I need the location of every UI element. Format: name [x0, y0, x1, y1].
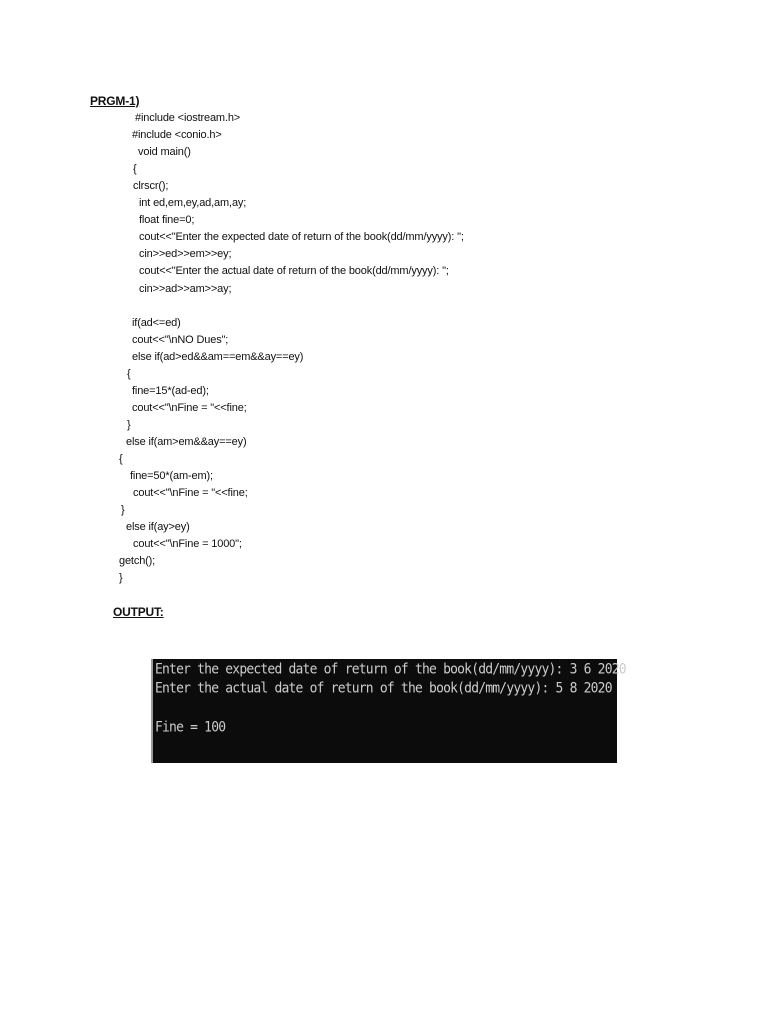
code-line: fine=15*(ad-ed);: [132, 385, 209, 397]
console-line: Enter the actual date of return of the book(dd/mm/yyyy): 5 8 2020: [155, 680, 612, 697]
code-line: #include <iostream.h>: [135, 112, 241, 124]
code-line: cin>>ed>>em>>ey;: [139, 248, 232, 260]
code-line: clrscr();: [133, 180, 169, 192]
code-line: int ed,em,ey,ad,am,ay;: [139, 197, 247, 209]
code-line: if(ad<=ed): [132, 317, 181, 329]
code-line: getch();: [119, 555, 156, 567]
code-line: fine=50*(am-em);: [130, 470, 213, 482]
code-line: {: [127, 368, 131, 380]
program-title: PRGM-1): [90, 94, 140, 108]
code-line: cout<<"Enter the expected date of return of the book(dd/mm/yyyy): ";: [139, 231, 464, 243]
code-line: else if(ad>ed&&am==em&&ay==ey): [132, 351, 304, 363]
code-line: cout<<"\nFine = 1000";: [133, 538, 242, 550]
code-line: {: [133, 163, 137, 175]
code-line: #include <conio.h>: [132, 129, 222, 141]
console-line: Fine = 100: [155, 719, 226, 736]
code-line: else if(am>em&&ay==ey): [126, 436, 247, 448]
code-line: {: [119, 453, 123, 465]
code-line: }: [121, 504, 125, 516]
console-line: Enter the expected date of return of the book(dd/mm/yyyy): 3 6 2020: [155, 661, 626, 678]
code-line: cout<<"Enter the actual date of return of the book(dd/mm/yyyy): ";: [139, 265, 449, 277]
code-line: else if(ay>ey): [126, 521, 190, 533]
output-title: OUTPUT:: [113, 605, 164, 619]
console-output-screenshot: [151, 659, 626, 763]
code-line: cout<<"\nFine = "<<fine;: [132, 402, 247, 414]
code-line: }: [119, 572, 123, 584]
code-line: cin>>ad>>am>>ay;: [139, 283, 232, 295]
code-line: void main(): [138, 146, 191, 158]
code-line: cout<<"\nFine = "<<fine;: [133, 487, 248, 499]
code-line: }: [127, 419, 131, 431]
code-line: cout<<"\nNO Dues";: [132, 334, 229, 346]
code-line: float fine=0;: [139, 214, 195, 226]
